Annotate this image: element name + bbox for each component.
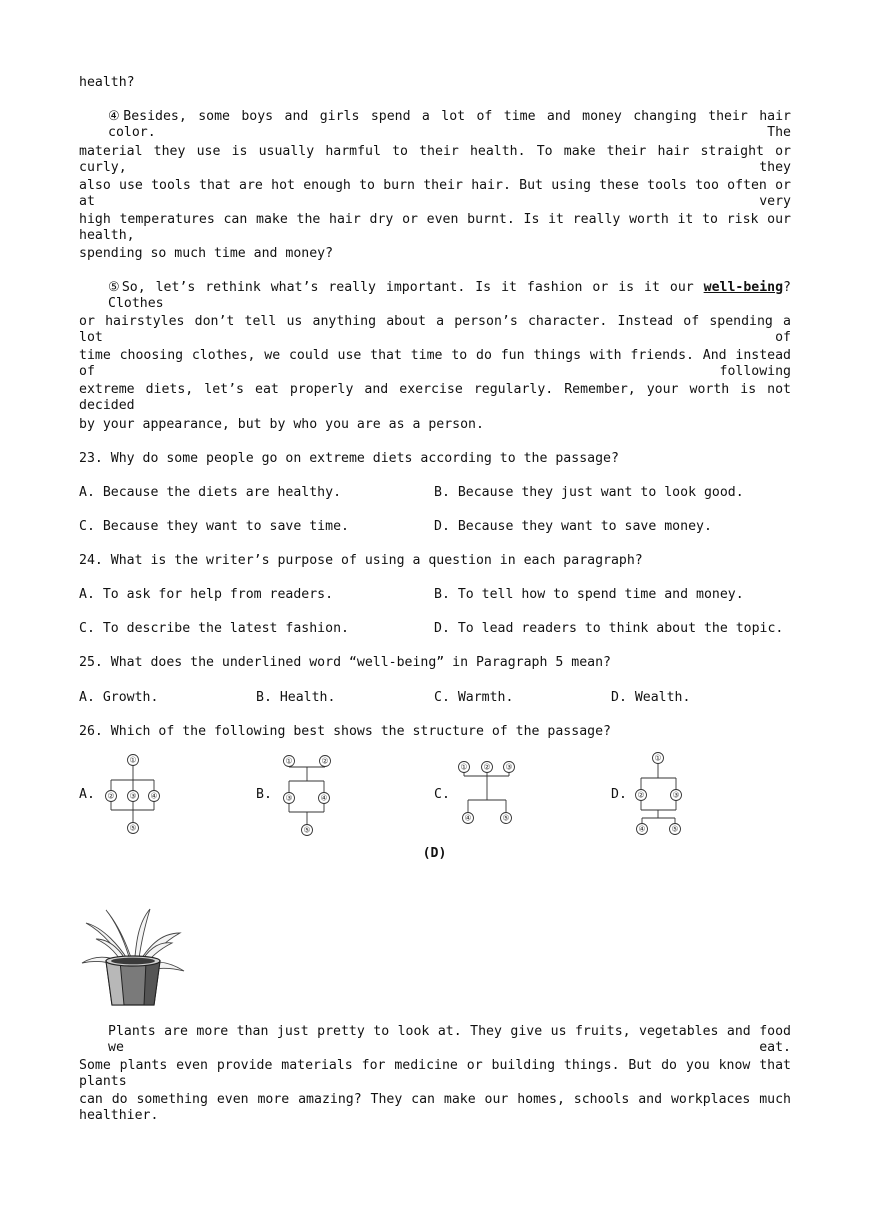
paragraph-line: time choosing clothes, we could use that time to do fun things with friends. And instead of following	[79, 348, 791, 379]
option-26-b-label[interactable]: B.	[256, 787, 272, 802]
text-span: ⑤So, let’s rethink what’s really important. Is it fashion or is it our	[108, 280, 704, 295]
question-23-stem: 23. Why do some people go on extreme diets according to the passage?	[79, 451, 619, 466]
paragraph-line: extreme diets, let’s eat properly and exercise regularly. Remember, your worth is not decided	[79, 382, 791, 413]
option-25-d[interactable]: D. Wealth.	[611, 690, 691, 705]
paragraph-line: can do something even more amazing? They can make our homes, schools and workplaces much healthier.	[79, 1092, 791, 1123]
paragraph-line: by your appearance, but by who you are as a person.	[79, 417, 484, 432]
node-label: ④	[320, 793, 328, 803]
option-25-b[interactable]: B. Health.	[256, 690, 336, 705]
node-label: ④	[150, 791, 158, 801]
node-label: ②	[483, 762, 491, 772]
question-24-stem: 24. What is the writer’s purpose of using a question in each paragraph?	[79, 553, 643, 568]
underlined-word: well-being	[703, 280, 784, 295]
node-label: ③	[505, 762, 513, 772]
node-label: ⑤	[129, 823, 137, 833]
option-24-b[interactable]: B. To tell how to spend time and money.	[434, 587, 744, 602]
node-label: ①	[460, 762, 468, 772]
question-26-stem: 26. Which of the following best shows the structure of the passage?	[79, 724, 611, 739]
node-label: ②	[637, 790, 645, 800]
option-23-d[interactable]: D. Because they want to save money.	[434, 519, 712, 534]
paragraph-line	[108, 280, 791, 312]
option-23-a[interactable]: A. Because the diets are healthy.	[79, 485, 342, 500]
node-label: ②	[321, 756, 329, 766]
node-label: ⑤	[502, 813, 510, 823]
potted-plant-image	[80, 905, 185, 1010]
structure-diagram-d[interactable]	[630, 748, 700, 838]
option-25-a[interactable]: A. Growth.	[79, 690, 159, 705]
node-label: ③	[285, 793, 293, 803]
paragraph-line: also use tools that are hot enough to burn their hair. But using these tools too often or at very	[79, 178, 791, 209]
text-span: ? Clothes	[108, 280, 791, 311]
node-label: ①	[129, 755, 137, 765]
structure-diagram-c[interactable]	[455, 755, 525, 830]
option-26-a-label[interactable]: A.	[79, 787, 95, 802]
paragraph-line: Some plants even provide materials for medicine or building things. But do you know that plants	[79, 1058, 791, 1089]
node-label: ①	[654, 753, 662, 763]
option-24-c[interactable]: C. To describe the latest fashion.	[79, 621, 349, 636]
node-label: ④	[638, 824, 646, 834]
paragraph-3-end: health?	[79, 75, 135, 90]
node-label: ⑤	[671, 824, 679, 834]
option-25-c[interactable]: C. Warmth.	[434, 690, 514, 705]
paragraph-line: Plants are more than just pretty to look at. They give us fruits, vegetables and food we eat.	[108, 1024, 791, 1055]
node-label: ④	[464, 813, 472, 823]
option-23-b[interactable]: B. Because they just want to look good.	[434, 485, 744, 500]
paragraph-line: high temperatures can make the hair dry or even burnt. Is it really worth it to risk our health,	[79, 212, 791, 243]
paragraph-line: material they use is usually harmful to their health. To make their hair straight or curly, they	[79, 144, 791, 175]
option-23-c[interactable]: C. Because they want to save time.	[79, 519, 349, 534]
section-heading: (D)	[422, 846, 447, 861]
option-26-d-label[interactable]: D.	[611, 787, 627, 802]
node-label: ③	[672, 790, 680, 800]
node-label: ⑤	[303, 825, 311, 835]
paragraph-line: ④Besides, some boys and girls spend a lot of time and money changing their hair color. The	[108, 109, 791, 140]
option-26-c-label[interactable]: C.	[434, 787, 450, 802]
structure-diagram-a[interactable]	[100, 750, 170, 840]
option-24-d[interactable]: D. To lead readers to think about the topic.	[434, 621, 784, 636]
node-label: ①	[285, 756, 293, 766]
paragraph-line: spending so much time and money?	[79, 246, 334, 261]
option-24-a[interactable]: A. To ask for help from readers.	[79, 587, 334, 602]
structure-diagram-b[interactable]	[280, 750, 350, 840]
paragraph-line: or hairstyles don’t tell us anything about a person’s character. Instead of spending a lot of	[79, 314, 791, 345]
node-label: ③	[129, 791, 137, 801]
question-25-stem: 25. What does the underlined word “well-being” in Paragraph 5 mean?	[79, 655, 611, 670]
node-label: ②	[107, 791, 115, 801]
